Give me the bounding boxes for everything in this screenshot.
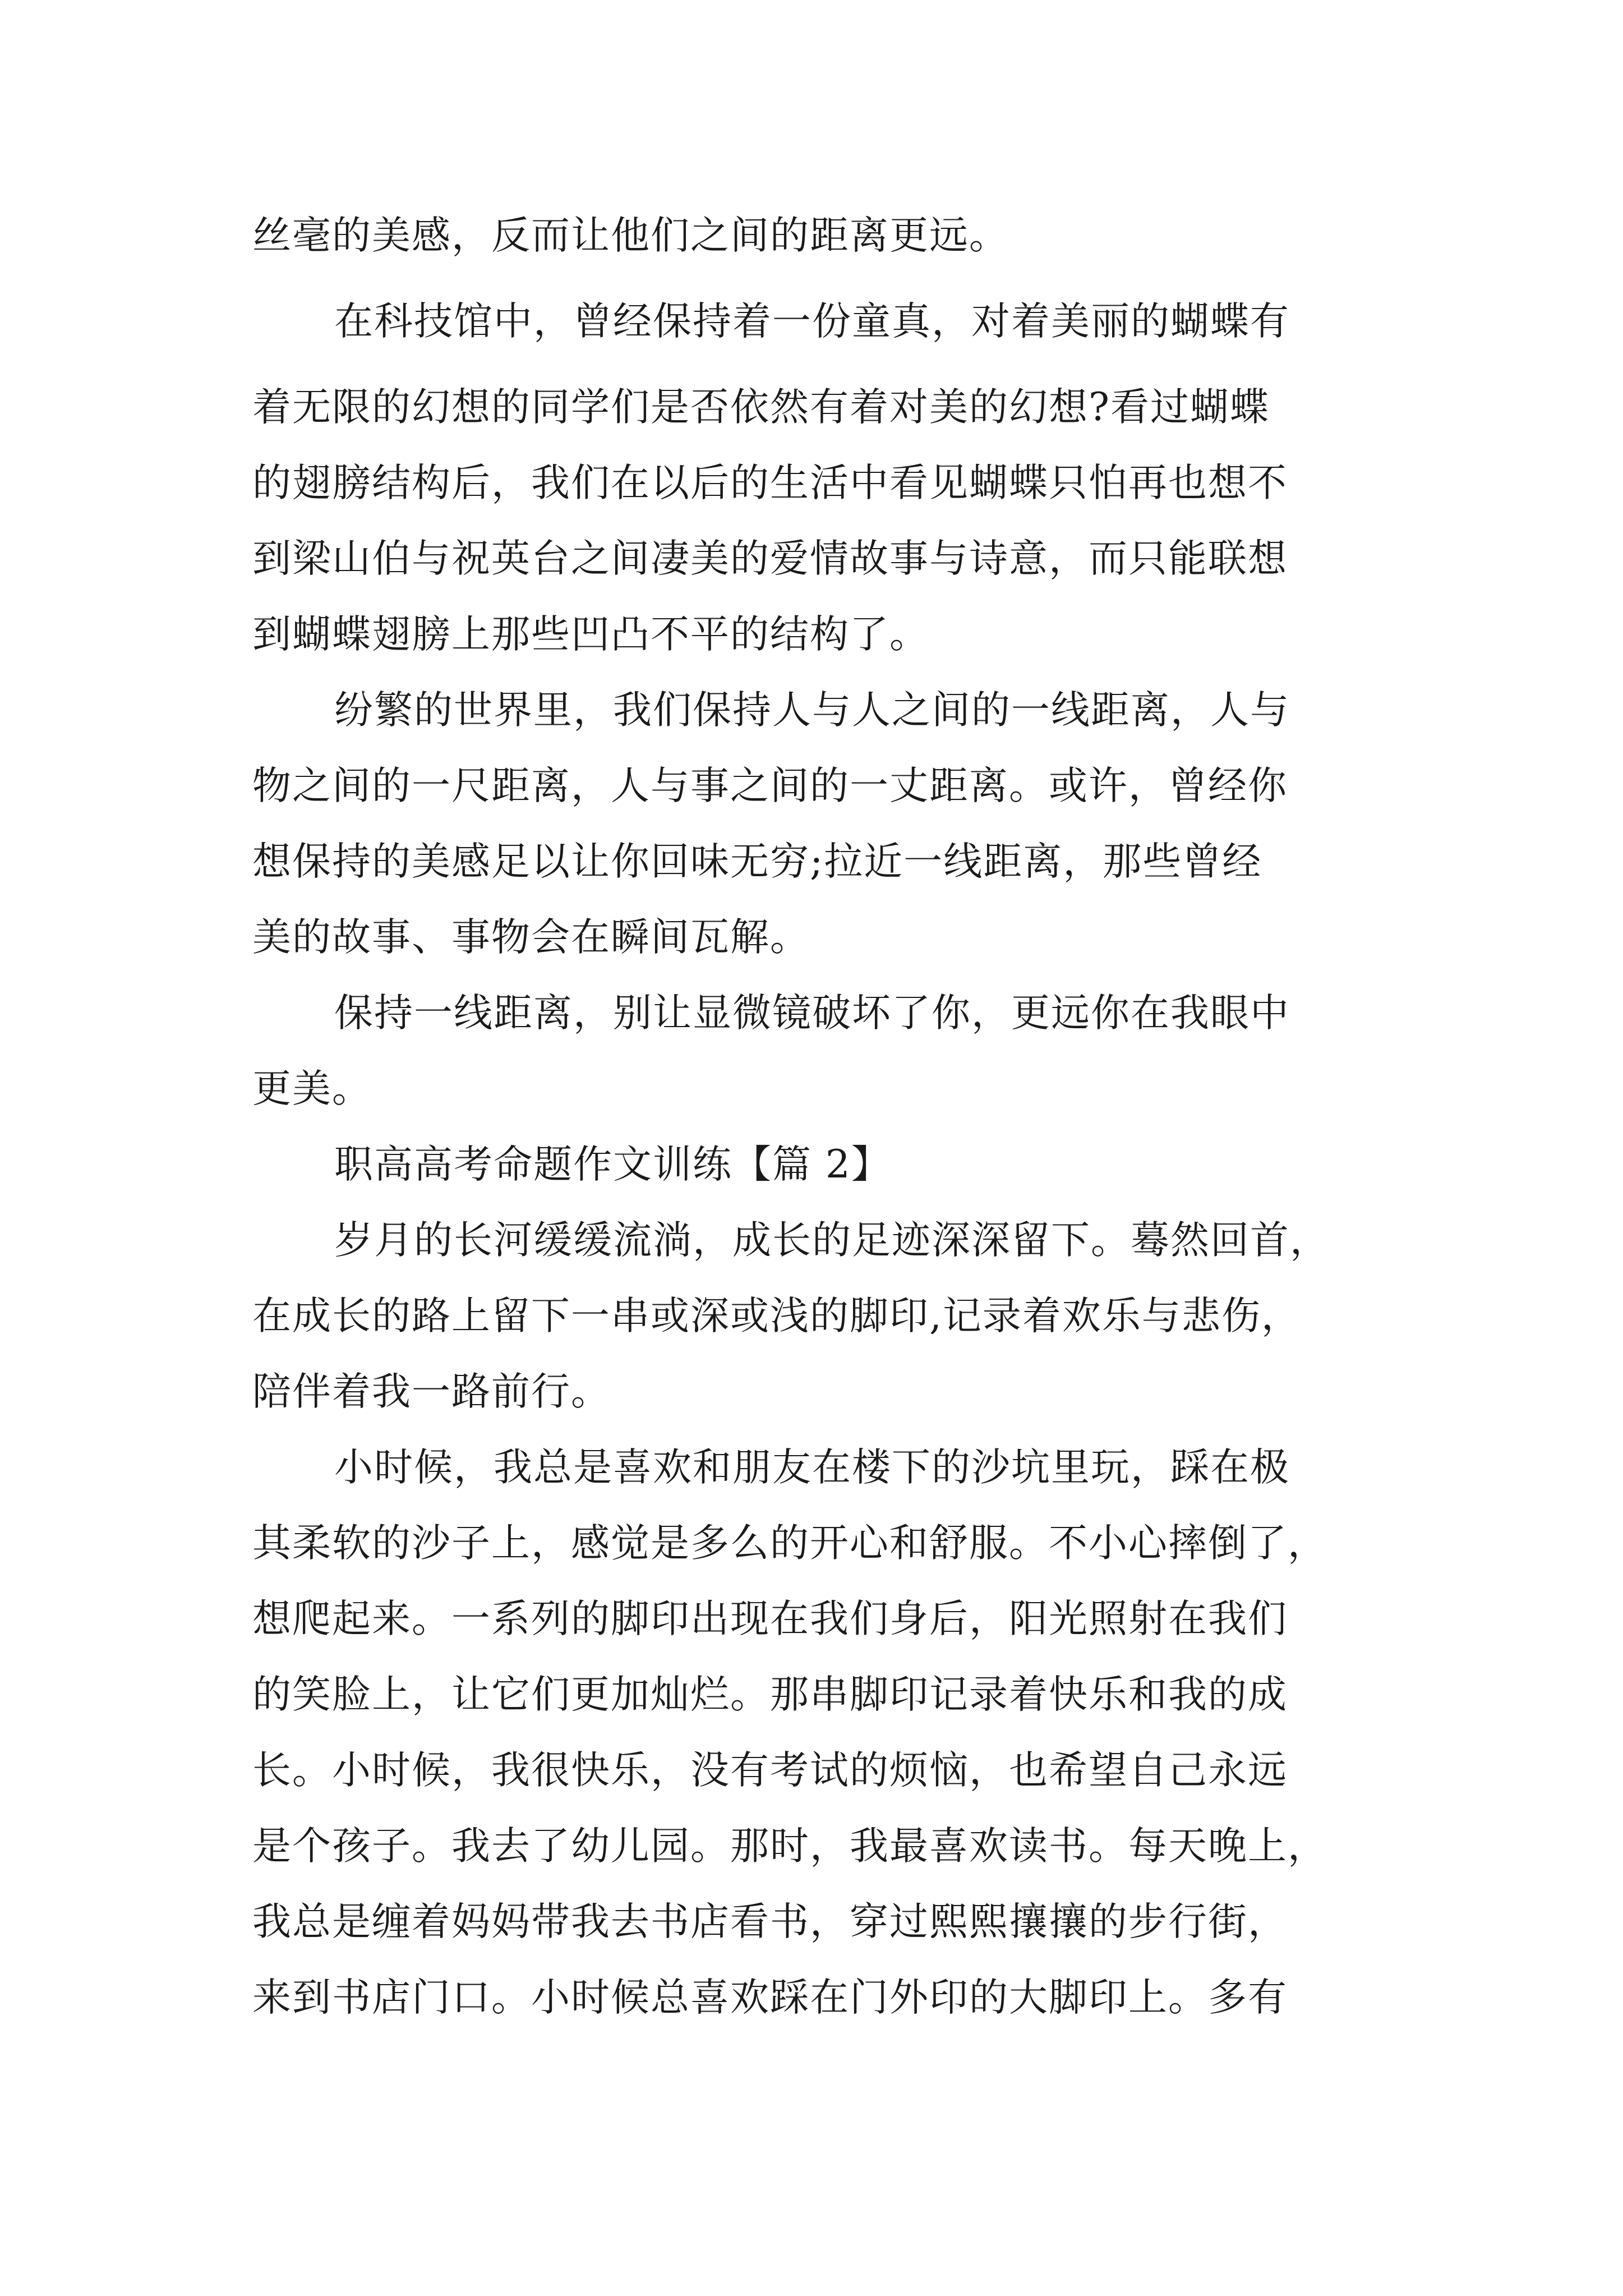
text-line: 着无限的幻想的同学们是否依然有着对美的幻想?看过蝴蝶 bbox=[252, 385, 1270, 430]
text-line: 长。小时候，我很快乐，没有考试的烦恼，也希望自己永远 bbox=[252, 1748, 1288, 1793]
text-line: 在成长的路上留下一串或深或浅的脚印,记录着欢乐与悲伤， bbox=[252, 1294, 1301, 1338]
text-line: 到梁山伯与祝英台之间凄美的爱情故事与诗意，而只能联想 bbox=[252, 536, 1288, 581]
text-line: 到蝴蝶翅膀上那些凹凸不平的结构了。 bbox=[252, 612, 929, 657]
text-line: 丝毫的美感，反而让他们之间的距离更远。 bbox=[252, 213, 1009, 258]
section-heading: 职高高考命题作文训练【篇 2】 bbox=[334, 1142, 891, 1187]
text-line: 我总是缠着妈妈带我去书店看书，穿过熙熙攘攘的步行街， bbox=[252, 1899, 1288, 1944]
text-line: 的翅膀结构后，我们在以后的生活中看见蝴蝶只怕再也想不 bbox=[252, 461, 1288, 505]
text-line: 美的故事、事物会在瞬间瓦解。 bbox=[252, 915, 810, 960]
text-line: 来到书店门口。小时候总喜欢踩在门外印的大脚印上。多有 bbox=[252, 1975, 1288, 2020]
text-line: 物之间的一尺距离，人与事之间的一丈距离。或许，曾经你 bbox=[252, 763, 1288, 808]
text-line: 其柔软的沙子上，感觉是多么的开心和舒服。不小心摔倒了， bbox=[252, 1521, 1327, 1566]
text-line: 纷繁的世界里，我们保持人与人之间的一线距离，人与 bbox=[334, 688, 1290, 733]
text-line: 小时候，我总是喜欢和朋友在楼下的沙坑里玩，踩在极 bbox=[334, 1445, 1290, 1490]
text-line: 的笑脸上，让它们更加灿烂。那串脚印记录着快乐和我的成 bbox=[252, 1672, 1288, 1717]
text-line: 想保持的美感足以让你回味无穷;拉近一线距离，那些曾经 bbox=[252, 839, 1262, 884]
text-line: 岁月的长河缓缓流淌，成长的足迹深深留下。蓦然回首， bbox=[334, 1218, 1330, 1263]
text-line: 在科技馆中，曾经保持着一份童真，对着美丽的蝴蝶有 bbox=[334, 299, 1290, 344]
text-line: 保持一线距离，别让显微镜破坏了你，更远你在我眼中 bbox=[334, 991, 1290, 1036]
text-line: 更美。 bbox=[252, 1066, 372, 1111]
text-line: 陪伴着我一路前行。 bbox=[252, 1369, 611, 1414]
text-line: 想爬起来。一系列的脚印出现在我们身后，阳光照射在我们 bbox=[252, 1596, 1288, 1641]
text-line: 是个孩子。我去了幼儿园。那时，我最喜欢读书。每天晚上， bbox=[252, 1824, 1327, 1869]
